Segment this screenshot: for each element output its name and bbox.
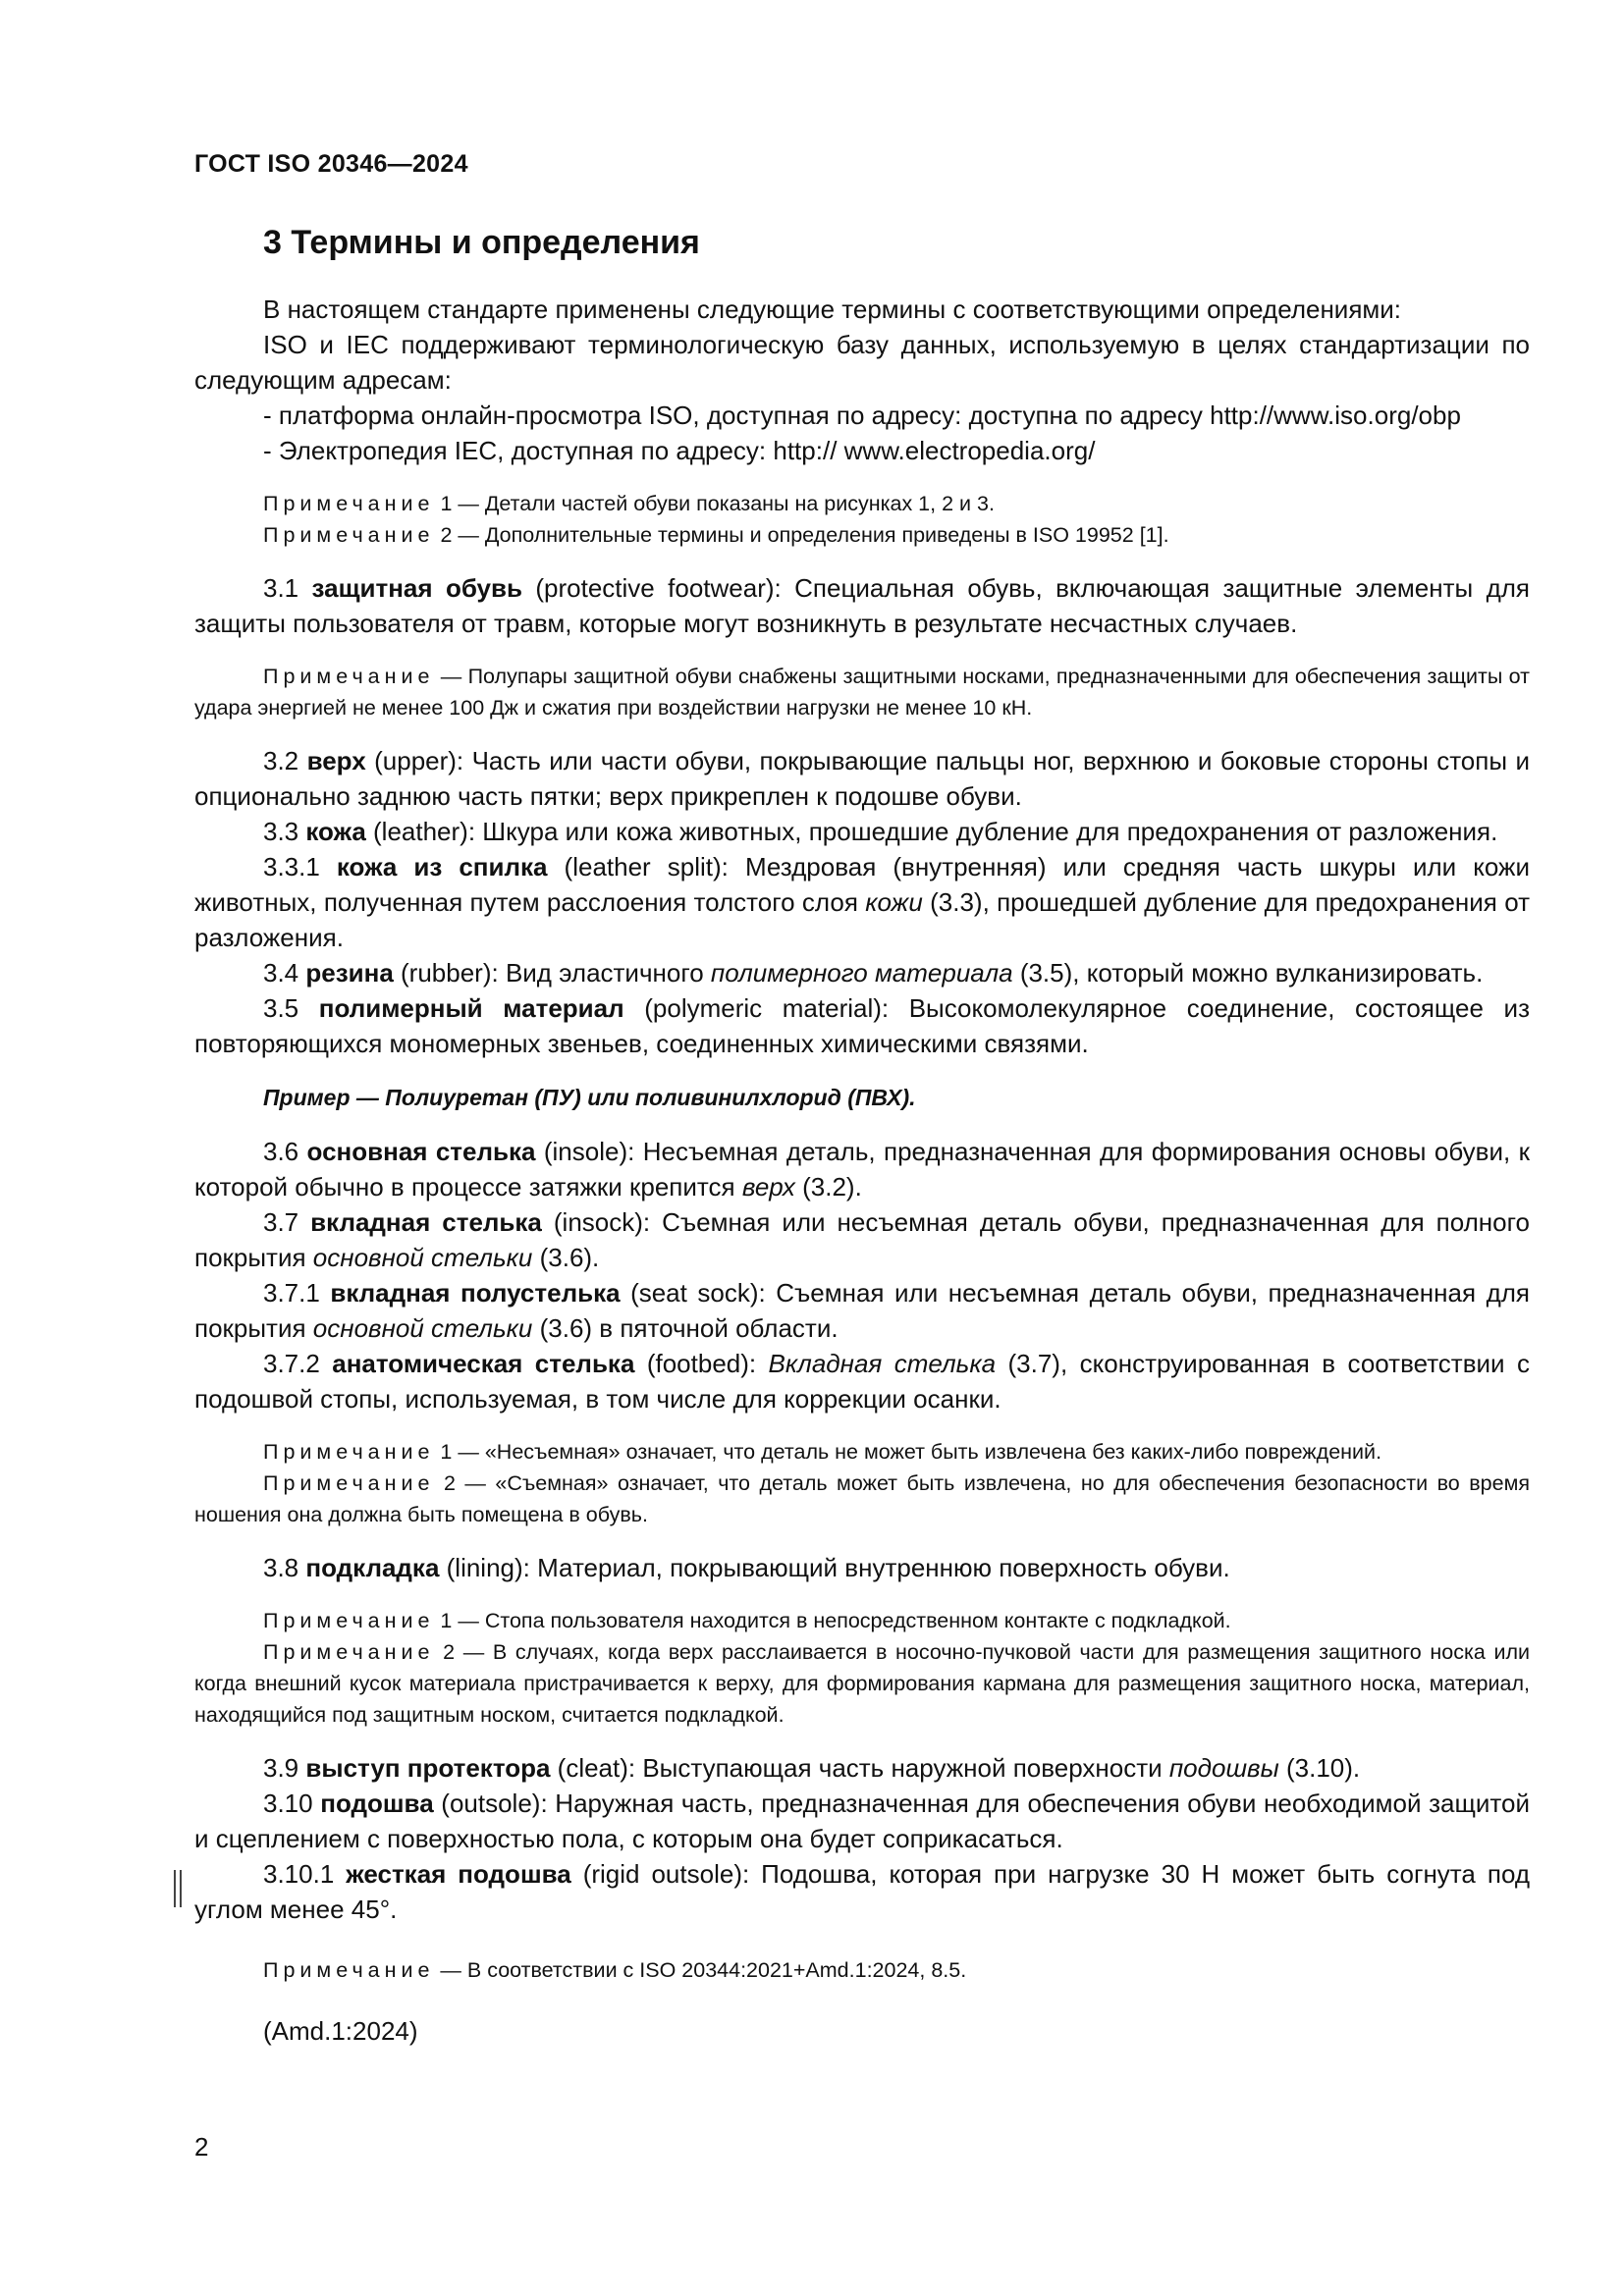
note: Примечание 1 — Стопа пользователя находится в непосредственном контакте с подкладкой. — [263, 1609, 1231, 1632]
amendment-mark: (Amd.1:2024) — [263, 2016, 418, 2046]
term-3-7-2: 3.7.2 анатомическая стелька (footbed): Вкладная стелька (3.7), сконструированная в соответствии с подошвой стопы, используемая, в том числе для коррекции осанки. — [194, 1349, 1530, 1414]
term-3-9: 3.9 выступ протектора (cleat): Выступающая часть наружной поверхности подошвы (3.10). — [263, 1753, 1361, 1783]
page-content — [194, 224, 1530, 2049]
note: Примечание 2 — В случаях, когда верх расслаивается в носочно-пучковой части для размещения защитного носка или когда внешний кусок материала пристрачивается к верху, для формирования кармана для размещения защитного носка, материал, находящийся под защитным носком, считается подкладкой. — [194, 1640, 1531, 1727]
term-3-2: 3.2 верх (upper): Часть или части обуви, покрывающие пальцы ног, верхнюю и боковые стороны стопы и опционально заднюю часть пятки; верх прикреплен к подошве обуви. — [194, 746, 1530, 811]
term-3-4: 3.4 резина (rubber): Вид эластичного полимерного материала (3.5), который можно вулканизировать. — [263, 958, 1484, 988]
intro-paragraph: В настоящем стандарте применены следующие термины с соответствующими определениями: — [263, 294, 1402, 324]
note: Примечание — Полупары защитной обуви снабжены защитными носками, предназначенными для обеспечения защиты от удара энергией не менее 100 Дж и сжатия при воздействии нагрузки не менее 10 кН. — [194, 665, 1530, 720]
link-item-iec: - Электропедия IEC, доступная по адресу: http:// www.electropedia.org/ — [263, 436, 1096, 465]
term-3-7-1: 3.7.1 вкладная полустелька (seat sock): Съемная или несъемная деталь обуви, предназначенная для покрытия основной стельки (3.6) в пяточной области. — [194, 1278, 1530, 1343]
note: Примечание 1 — Детали частей обуви показаны на рисунках 1, 2 и 3. — [263, 492, 995, 515]
term-3-7: 3.7 вкладная стелька (insock): Съемная или несъемная деталь обуви, предназначенная для полного покрытия основной стельки (3.6). — [194, 1207, 1530, 1272]
term-3-3: 3.3 кожа (leather): Шкура или кожа животных, прошедшие дубление для предохранения от разложения. — [263, 817, 1498, 846]
page-number: 2 — [194, 2132, 209, 2162]
example: Пример — Полиуретан (ПУ) или поливинилхлорид (ПВХ). — [263, 1085, 916, 1110]
note: Примечание 2 — Дополнительные термины и определения приведены в ISO 19952 [1]. — [263, 523, 1169, 547]
term-3-6: 3.6 основная стелька (insole): Несъемная деталь, предназначенная для формирования основы обуви, к которой обычно в процессе затяжки крепится верх (3.2). — [194, 1137, 1530, 1201]
change-bar — [174, 1870, 182, 1907]
term-3-5: 3.5 полимерный материал (polymeric material): Высокомолекулярное соединение, состоящее из повторяющихся мономерных звеньев, соединенных химическими связями. — [194, 993, 1530, 1058]
term-3-10-1: 3.10.1 жесткая подошва (rigid outsole): Подошва, которая при нагрузке 30 Н может быть согнута под углом менее 45°. — [194, 1859, 1531, 1924]
note: Примечание 2 — «Съемная» означает, что деталь может быть извлечена, но для обеспечения безопасности во время ношения она должна быть помещена в обувь. — [194, 1471, 1530, 1526]
term-3-3-1: 3.3.1 кожа из спилка (leather split): Мездровая (внутренняя) или средняя часть шкуры или кожи животных, полученная путем расслоения толстого слоя кожи (3.3), прошедшей дубление для предохранения от разложения. — [194, 852, 1530, 952]
link-item-iso: - платформа онлайн-просмотра ISO, доступная по адресу: доступна по адресу http://www.iso.org/obp — [263, 400, 1461, 430]
term-3-10: 3.10 подошва (outsole): Наружная часть, предназначенная для обеспечения обуви необходимой защитой и сцеплением с поверхностью пола, с которым она будет соприкасаться. — [194, 1789, 1531, 1853]
term-3-8: 3.8 подкладка (lining): Материал, покрывающий внутреннюю поверхность обуви. — [263, 1553, 1230, 1582]
term-3-1: 3.1 защитная обувь (protective footwear): Специальная обувь, включающая защитные элементы для защиты пользователя от травм, которые могут возникнуть в результате несчастных случаев. — [194, 573, 1530, 638]
note: Примечание 1 — «Несъемная» означает, что деталь не может быть извлечена без каких-либо повреждений. — [263, 1440, 1382, 1464]
note: Примечание — В соответствии с ISO 20344:2021+Amd.1:2024, 8.5. — [263, 1958, 967, 1982]
section-title: 3 Термины и определения — [263, 224, 700, 261]
document-header: ГОСТ ISO 20346—2024 — [194, 150, 468, 178]
intro-paragraph: ISO и IEC поддерживают терминологическую базу данных, используемую в целях стандартизации по следующим адресам: — [194, 330, 1530, 395]
